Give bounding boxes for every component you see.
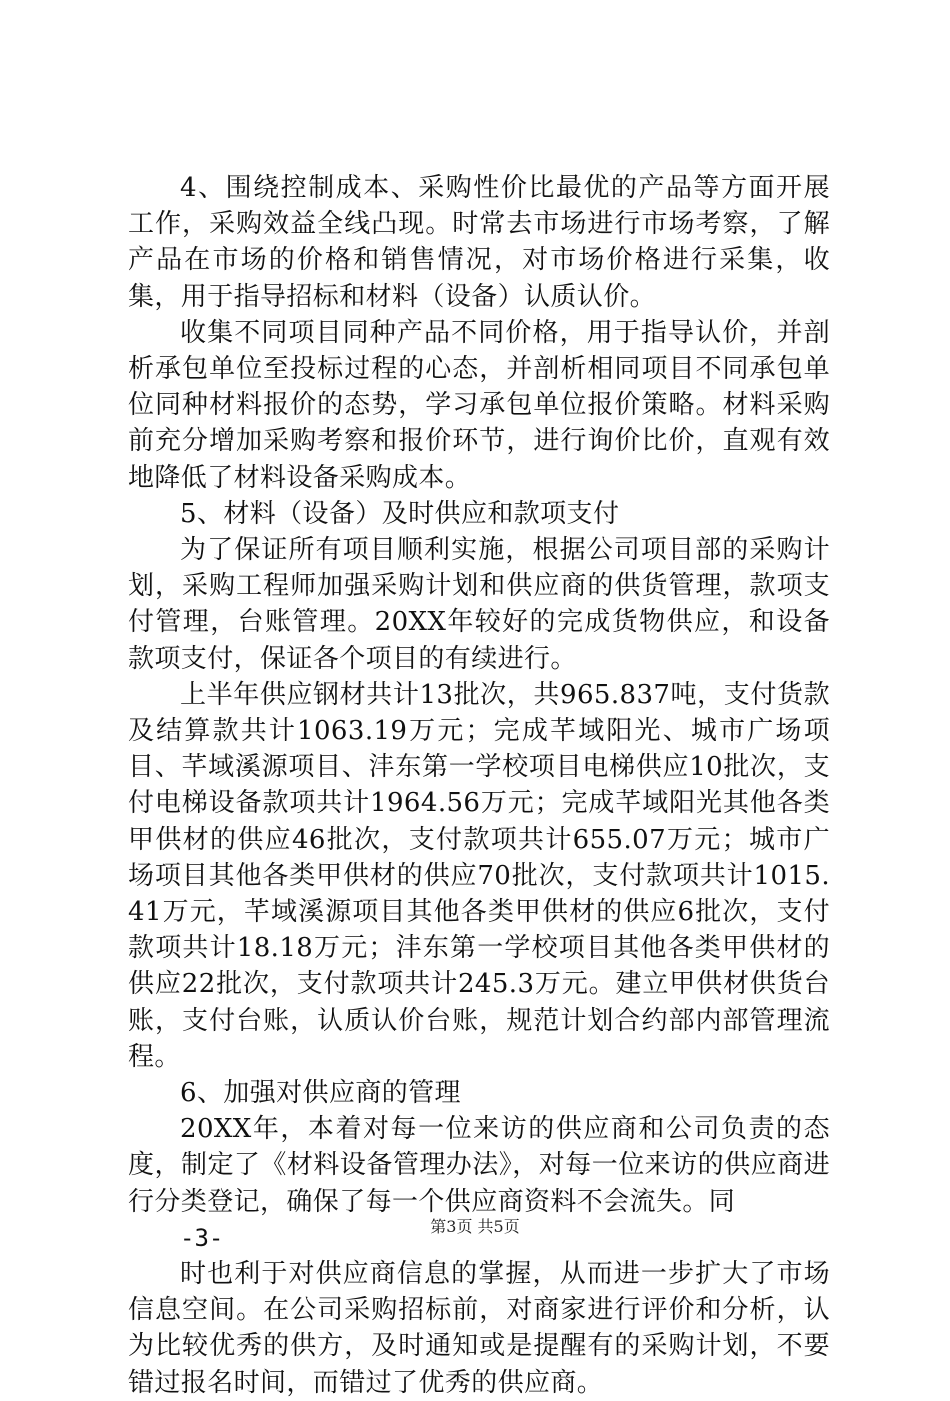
paragraph-supplier-evaluation: 时也利于对供应商信息的掌握，从而进一步扩大了市场信息空间。在公司采购招标前，对商家进行评价和分析，认为比较优秀的供方，及时通知或是提醒有的采购计划，不要错过报名时间，而错过了优秀的供应商。 bbox=[128, 1258, 830, 1398]
paragraph-supply-statistics: 上半年供应钢材共计13批次，共965.837吨，支付货款及结算款共计1063.19万元；完成芊域阳光、城市广场项目、芊域溪源项目、沣东第一学校项目电梯供应10批次，支付电梯设备款项共计1964.56万元；完成芊域阳光其他各类甲供材的供应46批次，支付款项共计655.07万元；城市广场项目其他各类甲供材的供应70批次，支付款项共计1015.41万元，芊域溪源项目其他各类甲供材的供应6批次，支付款项共计18.18万元；沣东第一学校项目其他各类甲供材的供应22批次，支付款项共计245.3万元。建立甲供材供货台账，支付台账，认质认价台账，规范计划合约部内部管理流程。 bbox=[128, 679, 830, 1072]
paragraph-supplier-registration: 20XX年，本着对每一位来访的供应商和公司负责的态度，制定了《材料设备管理办法》，对每一位来访的供应商进行分类登记，确保了每一个供应商资料不会流失。同 bbox=[128, 1114, 830, 1217]
paragraph-cost-control: 4、围绕控制成本、采购性价比最优的产品等方面开展工作，采购效益全线凸现。时常去市场进行市场考察，了解产品在市场的价格和销售情况，对市场价格进行采集，收集，用于指导招标和材料（设备）认质认价。 bbox=[128, 173, 830, 312]
inline-page-marker: -3- bbox=[180, 1223, 224, 1252]
paragraph-procurement-plan: 为了保证所有项目顺利实施，根据公司项目部的采购计划，采购工程师加强采购计划和供应商的供货管理，款项支付管理，台账管理。20XX年较好的完成货物供应，和设备款项支付，保证各个项目的有续进行。 bbox=[128, 535, 830, 674]
heading-supplier-management: 6、加强对供应商的管理 bbox=[180, 1078, 461, 1109]
paragraph-price-collection: 收集不同项目同种产品不同价格，用于指导认价，并剖析承包单位至投标过程的心态，并剖析相同项目不同承包单位同种材料报价的态势，学习承包单位报价策略。材料采购前充分增加采购考察和报价环节，进行询价比价，直观有效地降低了材料设备采购成本。 bbox=[128, 317, 830, 493]
page-footer: 第3页 共5页 bbox=[430, 1217, 520, 1236]
heading-supply-payment: 5、材料（设备）及时供应和款项支付 bbox=[180, 498, 620, 529]
